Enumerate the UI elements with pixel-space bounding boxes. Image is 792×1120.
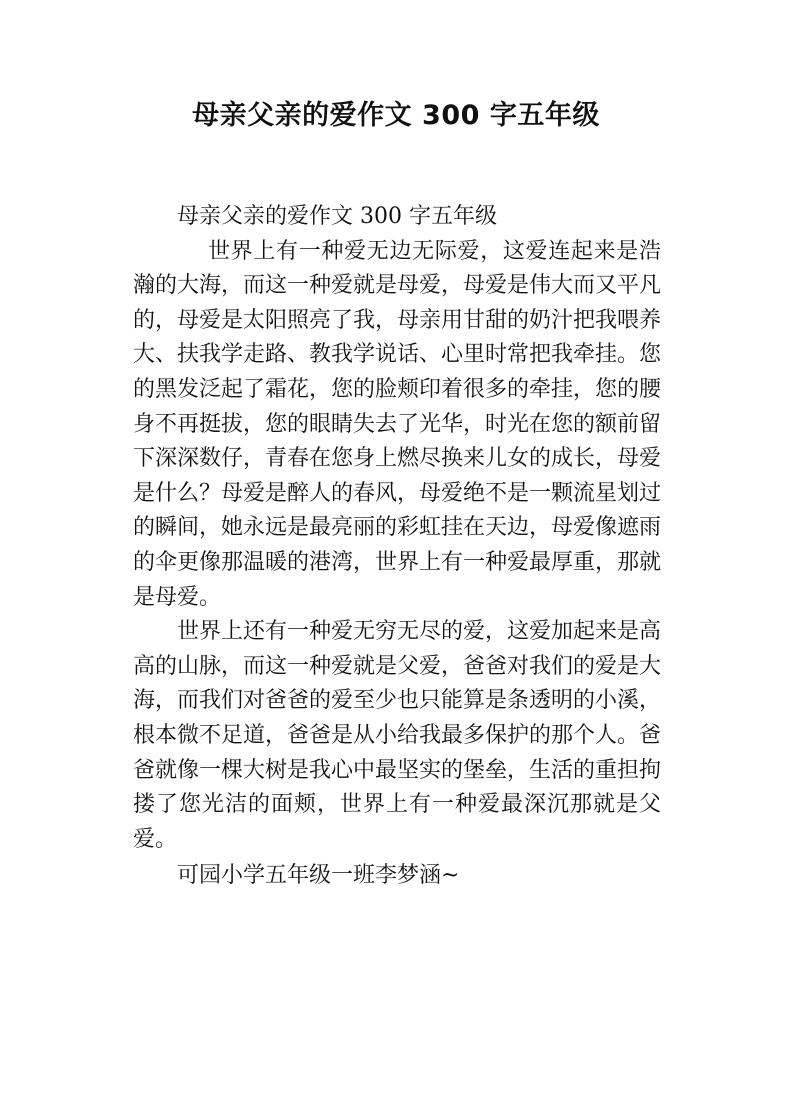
author-signature: 可园小学五年级一班李梦涵~ bbox=[177, 863, 460, 889]
paragraph-mother-love: 世界上有一种爱无边无际爱，这爱连起来是浩瀚的大海，而这一种爱就是母爱，母爱是伟大而又平凡的，母爱是太阳照亮了我，母亲用甘甜的奶汁把我喂养大、扶我学走路、教我学说话、心里时常把我牵挂。您的黑发泛起了霜花，您的脸颊印着很多的牵挂，您的腰身不再挺拔，您的眼睛失去了光华，时光在您的额前留下深深数仔，青春在您身上燃尽换来儿女的成长，母爱是什么？母爱是醉人的春风，母爱绝不是一颗流星划过的瞬间，她永远是最亮丽的彩虹挂在天边，母爱像遮雨的伞更像那温暖的港湾，世界上有一种爱最厚重，那就是母爱。 bbox=[133, 238, 662, 610]
paragraph-father-love: 世界上还有一种爱无穷无尽的爱，这爱加起来是高高的山脉，而这一种爱就是父爱，爸爸对我们的爱是大海，而我们对爸爸的爱至少也只能算是条透明的小溪，根本微不足道，爸爸是从小给我最多保护的那个人。爸爸就像一棵大树是我心中最坚实的堡垒，生活的重担拘搂了您光洁的面颊，世界上有一种爱最深沉那就是父爱。 bbox=[133, 619, 662, 852]
document-subtitle: 母亲父亲的爱作文 300 字五年级 bbox=[177, 204, 497, 229]
document-title: 母亲父亲的爱作文 300 字五年级 bbox=[192, 100, 600, 131]
document-body bbox=[133, 200, 661, 894]
